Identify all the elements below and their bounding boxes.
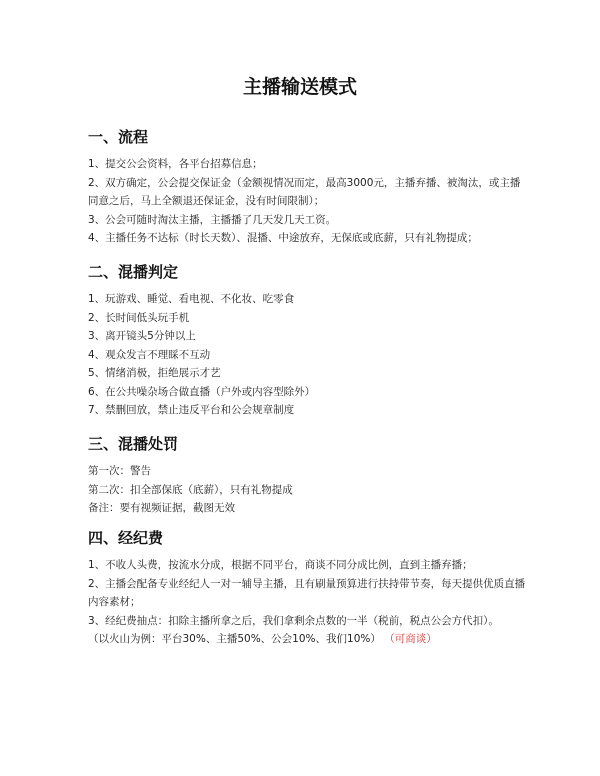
page-title: 主播输送模式 (242, 76, 357, 98)
list-item: 1、玩游戏、睡觉、看电视、不化妆、吃零食 (88, 293, 295, 305)
list-item: 4、主播任务不达标（时长天数）、混播、中途放弃，无保底或底薪，只有礼物提成； (88, 232, 478, 244)
list-item: 2、双方确定，公会提交保证金（金额视情况而定，最高3000元，主播弃播、被淘汰，或主播同意之后，马上全额退还保证金，没有时间限制）； (88, 176, 521, 207)
section-penalty (88, 433, 528, 518)
section-heading: 三、混播处罚 (88, 435, 179, 453)
list-item: 5、情绪消极，拒绝展示才艺 (88, 367, 221, 379)
list-item: 6、在公共噪杂场合做直播（户外或内容型除外） (88, 385, 316, 398)
section-mixed-broadcast-judgement (88, 261, 528, 420)
list-item: 第二次：扣全部保底（底薪），只有礼物提成 (88, 483, 293, 496)
list-item: 1、不收人头费，按流水分成，根据不同平台，商谈不同分成比例，直到主播弃播； (88, 559, 473, 571)
section-agency-fee (88, 527, 528, 649)
list-item: 3、公会可随时淘汰主播，主播播了几天发几天工资。 (88, 213, 337, 226)
list-item: 2、长时间低头玩手机 (88, 311, 190, 324)
list-item: 3、经纪费抽点：扣除主播所拿之后，我们拿剩余点数的一半（税前，税点公会方代扣）。 (88, 614, 499, 627)
section-heading: 一、流程 (88, 128, 149, 146)
list-item: 第一次：警告 (88, 465, 151, 477)
section-process (88, 126, 528, 248)
list-item: 1、提交公会资料，各平台招募信息； (88, 158, 263, 170)
section-heading: 四、经纪费 (88, 529, 164, 547)
example-text: （以火山为例：平台30%、主播50%、公会10%、我们10%） (88, 633, 381, 645)
list-item: 7、禁删回放，禁止违反平台和公会规章制度 (88, 404, 295, 416)
negotiable-note: （可商谈） (384, 633, 437, 645)
section-heading: 二、混播判定 (88, 263, 179, 281)
list-item (88, 630, 528, 649)
list-item: 4、观众发言不理睬不互动 (88, 348, 211, 361)
list-item: 2、主播会配备专业经纪人一对一辅导主播，且有刷量预算进行扶持带节奏，每天提供优质直播内容素材； (88, 577, 526, 608)
list-item: 备注：要有视频证据，截图无效 (88, 502, 235, 514)
list-item: 3、离开镜头5分钟以上 (88, 330, 196, 342)
